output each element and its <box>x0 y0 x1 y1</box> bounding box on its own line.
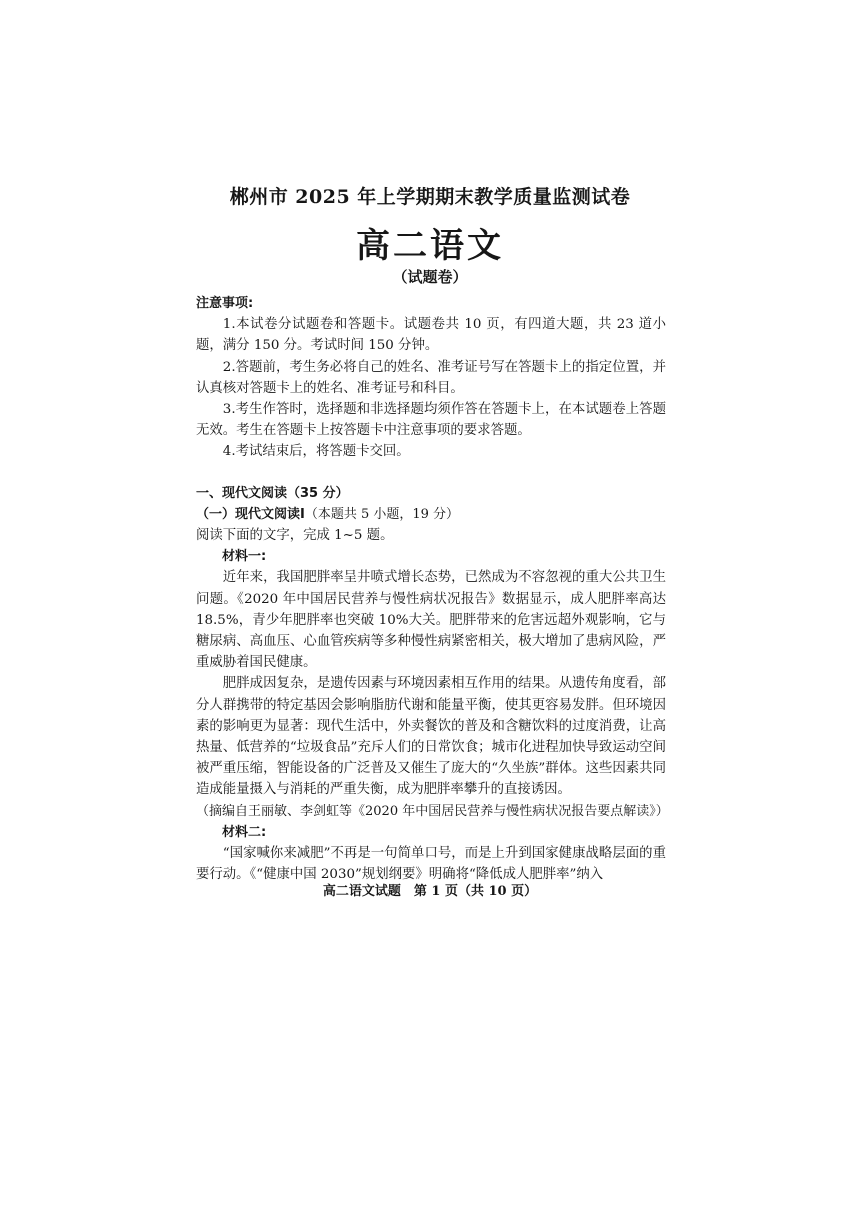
material-paragraph: 近年来，我国肥胖率呈井喷式增长态势，已然成为不容忽视的重大公共卫生问题。《2020 年中国居民营养与慢性病状况报告》数据显示，成人肥胖率高达 18.5%，青少年肥胖率也突破 10%大关。肥胖带来的危害远超外观影响，它与糖尿病、高血压、心血管疾病等多种慢性病紧密相关，极大增加了患病风险，严重威胁着国民健康。 <box>196 570 666 671</box>
material-paragraph: “国家喊你来减肥”不再是一句简单口号，而是上升到国家健康战略层面的重要行动。《“健康中国 2030”规划纲要》明确将“降低成人肥胖率”纳入 <box>196 846 666 883</box>
notice-item: 2.答题前，考生务必将自己的姓名、准考证号写在答题卡上的指定位置，并认真核对答题卡上的姓名、准考证号和科目。 <box>196 359 666 396</box>
notice-heading: 注意事项: <box>196 296 254 311</box>
exam-title: 郴州市 2025 年上学期期末教学质量监测试卷 <box>229 186 631 208</box>
material-source: （摘编自王丽敏、李剑虹等《2020 年中国居民营养与慢性病状况报告要点解读》） <box>196 803 669 819</box>
paper-type-label: （试题卷） <box>392 268 468 286</box>
subsection-score: （本题共 5 小题，19 分） <box>304 506 460 522</box>
section-heading: 一、现代文阅读（35 分） <box>196 485 349 501</box>
reading-instruction: 阅读下面的文字，完成 1~5 题。 <box>196 528 394 544</box>
subject-title: 高二语文 <box>356 226 504 266</box>
material-paragraph: 肥胖成因复杂，是遗传因素与环境因素相互作用的结果。从遗传角度看，部分人群携带的特定基因会影响脂肪代谢和能量平衡，使其更容易发胖。但环境因素的影响更为显著：现代生活中，外卖餐饮的普及和含糖饮料的过度消费，让高热量、低营养的“垃圾食品”充斥人们的日常饮食；城市化进程加快导致运动空间被严重压缩，智能设备的广泛普及又催生了庞大的“久坐族”群体。这些因素共同造成能量摄入与消耗的严重失衡，成为肥胖率攀升的直接诱因。 <box>196 676 666 798</box>
material-one-label: 材料一: <box>222 549 267 565</box>
notice-item: 1.本试卷分试题卷和答题卡。试题卷共 10 页，有四道大题，共 23 道小题，满分 150 分。考试时间 150 分钟。 <box>196 317 666 354</box>
page-content <box>196 293 669 885</box>
notice-item: 3.考生作答时，选择题和非选择题均须作答在答题卡上，在本试题卷上答题无效。考生在答题卡上按答题卡中注意事项的要求答题。 <box>196 402 666 439</box>
subsection-title: （一）现代文阅读Ⅰ <box>196 506 305 522</box>
notice-item: 4.考试结束后，将答题卡交回。 <box>222 444 410 460</box>
subsection-heading <box>196 504 666 525</box>
material-two-label: 材料二: <box>222 824 267 840</box>
page-footer: 高二语文试题 第 1 页（共 10 页） <box>322 884 538 899</box>
section-spacer <box>196 463 666 483</box>
